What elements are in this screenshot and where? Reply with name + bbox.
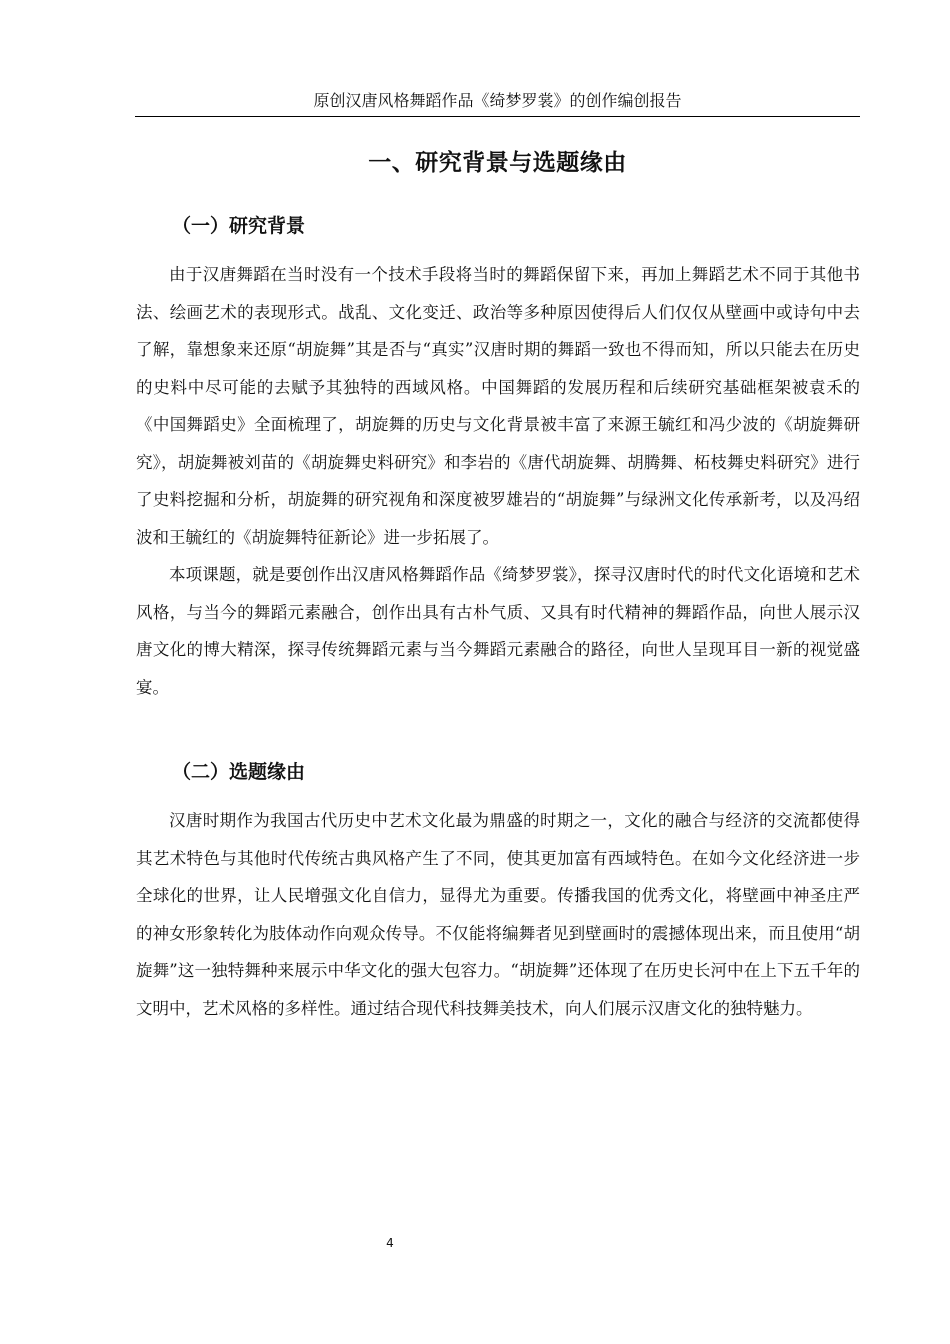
chapter-title: 一、研究背景与选题缘由 [368,150,627,176]
section-body-topic-reason [136,802,860,1027]
page-number: 4 [386,1236,394,1250]
paragraph: 由于汉唐舞蹈在当时没有一个技术手段将当时的舞蹈保留下来，再加上舞蹈艺术不同于其他书法、绘画艺术的表现形式。战乱、文化变迁、政治等多种原因使得后人们仅仅从壁画中或诗句中去了解，靠想象来还原“胡旋舞”其是否与“真实”汉唐时期的舞蹈一致也不得而知，所以只能去在历史的史料中尽可能的去赋予其独特的西域风格。中国舞蹈的发展历程和后续研究基础框架被袁禾的《中国舞蹈史》全面梳理了，胡旋舞的历史与文化背景被丰富了来源王毓红和冯少波的《胡旋舞研究》，胡旋舞被刘苗的《胡旋舞史料研究》和李岩的《唐代胡旋舞、胡腾舞、柘枝舞史料研究》进行了史料挖掘和分析，胡旋舞的研究视角和深度被罗雄岩的“胡旋舞”与绿洲文化传承新考，以及冯绍波和王毓红的《胡旋舞特征新论》进一步拓展了。 [136,265,860,547]
paragraph: 汉唐时期作为我国古代历史中艺术文化最为鼎盛的时期之一，文化的融合与经济的交流都使得其艺术特色与其他时代传统古典风格产生了不同，使其更加富有西域特色。在如今文化经济进一步全球化的世界，让人民增强文化自信力，显得尤为重要。传播我国的优秀文化，将壁画中神圣庄严的神女形象转化为肢体动作向观众传导。不仅能将编舞者见到壁画时的震撼体现出来，而且使用“胡旋舞”这一独特舞种来展示中华文化的强大包容力。“胡旋舞”还体现了在历史长河中在上下五千年的文明中，艺术风格的多样性。通过结合现代科技舞美技术，向人们展示汉唐文化的独特魅力。 [136,811,860,1018]
section-title-topic-reason: （二）选题缘由 [172,761,306,783]
section-body-research-background [136,256,860,706]
running-header: 原创汉唐风格舞蹈作品《绮梦罗裳》的创作编创报告 [135,90,860,117]
section-title-research-background: （一）研究背景 [172,215,306,237]
paragraph: 本项课题，就是要创作出汉唐风格舞蹈作品《绮梦罗裳》，探寻汉唐时代的时代文化语境和艺术风格，与当今的舞蹈元素融合，创作出具有古朴气质、又具有时代精神的舞蹈作品，向世人展示汉唐文化的博大精深，探寻传统舞蹈元素与当今舞蹈元素融合的路径，向世人呈现耳目一新的视觉盛宴。 [136,565,860,697]
